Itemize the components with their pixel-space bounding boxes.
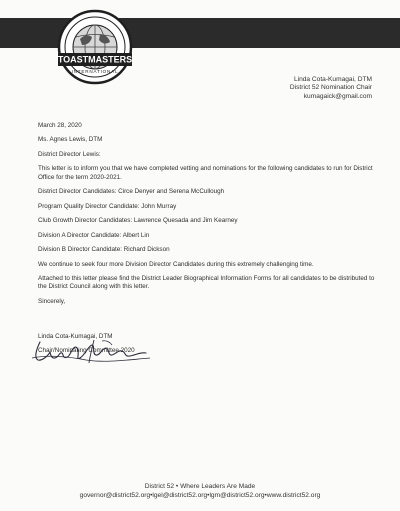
attachment-note: Attached to this letter please find the District Leader Biographical Information Forms for all candidates to be distributed to the District Council along with this letter. [38, 275, 375, 291]
district-director-candidates: District Director Candidates: Circe Denyer and Serena McCullough [38, 188, 225, 196]
letter-closing: Sincerely, [38, 297, 66, 305]
logo-wordmark: TOASTMASTERS [57, 54, 133, 65]
footer-contacts: governor@district52.org•lgel@district52.org•lgm@district52.org•www.district52.org [79, 492, 321, 500]
sender-title: District 52 Nomination Chair [289, 84, 372, 92]
division-a-candidate: Division A Director Candidate: Albert Lin [38, 231, 150, 239]
signer-name: Linda Cota-Kumagai, DTM [38, 333, 113, 341]
letter-salutation: District Director Lewis: [38, 150, 101, 158]
footer-tagline: District 52 • Where Leaders Are Made [144, 483, 256, 490]
letter-intro: This letter is to inform you that we have completed vetting and nominations for the following candidates to run for District Office for the term 2020-2021. [38, 165, 373, 181]
letter-footer [0, 482, 400, 501]
letter-body [38, 122, 378, 361]
letter-date: March 28, 2020 [38, 122, 82, 129]
division-b-candidate: Division B Director Candidate: Richard Dickson [38, 246, 170, 254]
logo-subtext: INTERNATIONAL [71, 69, 119, 74]
handwritten-signature [26, 336, 156, 366]
letter-recipient: Ms. Agnes Lewis, DTM [38, 136, 103, 144]
sender-name: Linda Cota-Kumagai, DTM [293, 76, 372, 83]
sender-email: kumagaick@gmail.com [303, 92, 372, 100]
signer-title: Chair/Nominating Committee 2020 [38, 346, 135, 354]
program-quality-director-candidate: Program Quality Director Candidate: John Murray [38, 202, 177, 210]
seek-statement: We continue to seek four more Division Director Candidates during this extremely challenging time. [38, 260, 314, 268]
club-growth-director-candidates: Club Growth Director Candidates: Lawrence Quesada and Jim Kearney [38, 217, 238, 225]
toastmasters-logo [52, 4, 138, 90]
sender-block [290, 76, 372, 101]
